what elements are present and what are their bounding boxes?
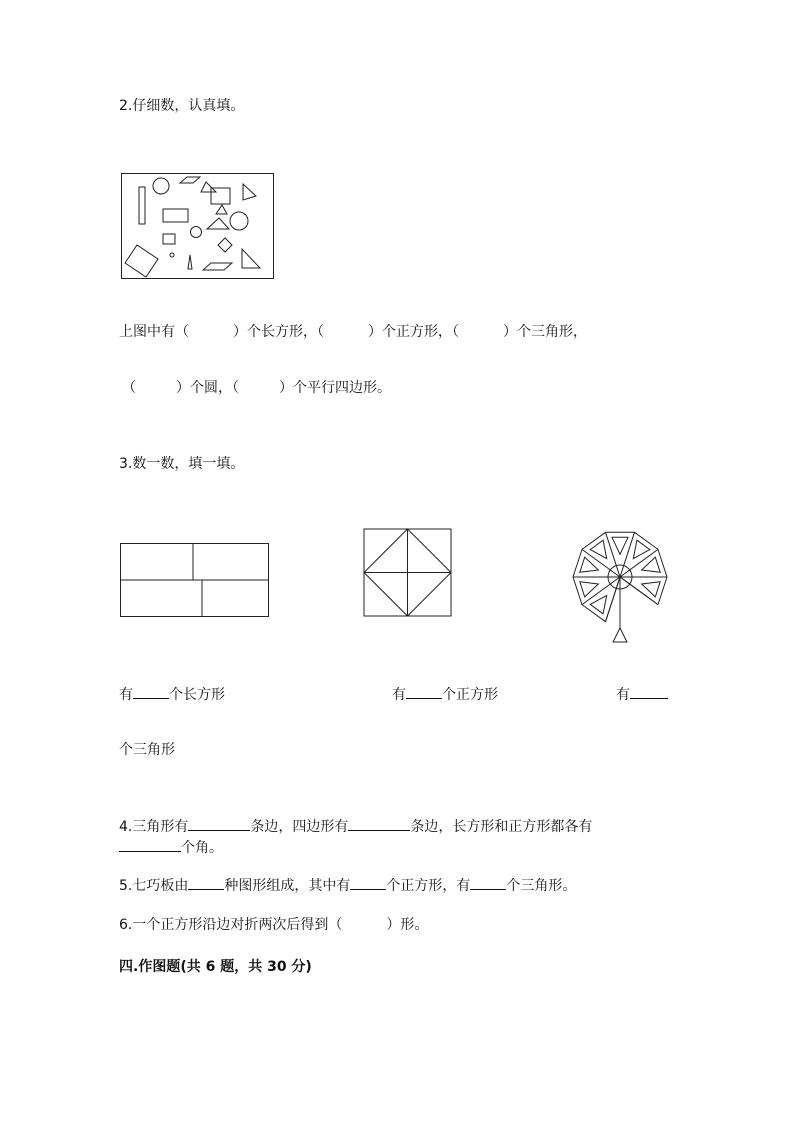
q3-square-tail: 个正方形 [442, 687, 498, 703]
q4-line2 [119, 837, 223, 858]
q2-line1 [119, 322, 587, 342]
q3-square-line [392, 684, 498, 705]
q5-part2: 种图形组成，其中有 [224, 878, 351, 894]
q3-title: 3.数一数，填一填。 [119, 456, 245, 472]
answer-blank[interactable] [188, 875, 224, 890]
rectangle-figure [119, 542, 271, 619]
q3-you-label: 有 [392, 687, 406, 703]
q3-you-label: 有 [616, 687, 630, 703]
q3-tri-tail: 个三角形 [119, 742, 175, 758]
answer-blank[interactable] [348, 816, 410, 831]
q4-part4: 个角。 [181, 840, 223, 856]
q4-line1 [119, 816, 592, 837]
q2-line1-part1: 上图中有（ [119, 324, 189, 340]
answer-blank[interactable] [406, 684, 442, 699]
q2-line1-part2: ）个长方形，（ [233, 324, 324, 340]
shapes-figure [121, 173, 276, 281]
q2-line2-part3: ）个平行四边形。 [279, 380, 391, 396]
q4-part2: 条边，四边形有 [250, 819, 349, 835]
square-figure [363, 528, 453, 618]
q4-part3: 条边，长方形和正方形都各有 [410, 819, 593, 835]
q3-you-label: 有 [119, 687, 133, 703]
q5-part4: 个三角形。 [506, 878, 577, 894]
answer-blank[interactable] [133, 684, 169, 699]
q6-part1: 6.一个正方形沿边对折两次后得到（ [119, 917, 343, 933]
peacock-figure [570, 527, 670, 644]
q5-line [119, 875, 576, 896]
q4-part1: 4.三角形有 [119, 819, 189, 835]
q2-title: 2.仔细数，认真填。 [119, 98, 245, 114]
answer-blank[interactable] [350, 875, 386, 890]
q6-part2: ）形。 [386, 917, 429, 933]
q2-line1-part3: ）个正方形，（ [368, 324, 459, 340]
q3-tri-line [616, 684, 668, 705]
q2-line2-part1: （ [122, 380, 136, 396]
answer-blank[interactable] [630, 684, 668, 699]
q6-line [119, 915, 428, 935]
q2-line1-part4: ）个三角形， [503, 324, 587, 340]
answer-blank[interactable] [470, 875, 506, 890]
q5-part3: 个正方形，有 [386, 878, 471, 894]
q3-rect-line [119, 684, 225, 705]
answer-blank[interactable] [119, 837, 181, 852]
q2-line2 [122, 378, 391, 398]
q3-rect-tail: 个长方形 [169, 687, 225, 703]
answer-blank[interactable] [188, 816, 250, 831]
q2-line2-part2: ）个圆，（ [176, 380, 239, 396]
q5-part1: 5.七巧板由 [119, 878, 189, 894]
section-4-title: 四.作图题(共 6 题，共 30 分) [119, 959, 312, 975]
